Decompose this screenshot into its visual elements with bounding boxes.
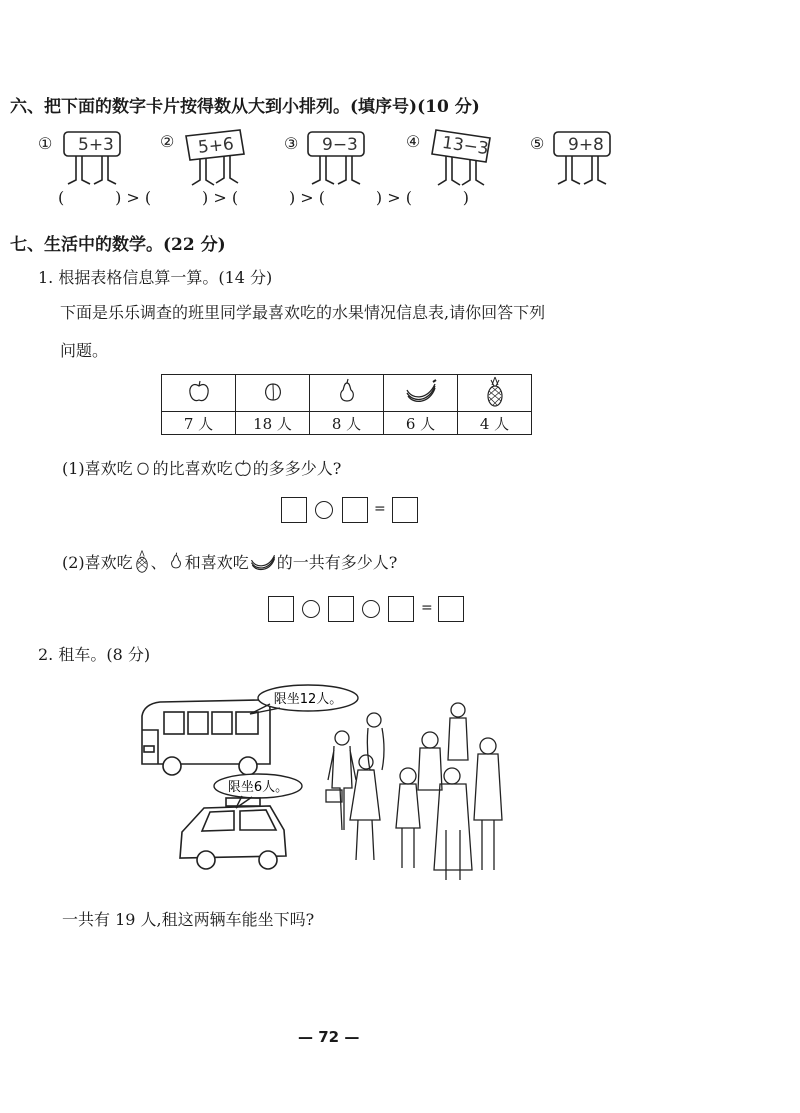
apple-icon (233, 458, 253, 478)
card-expression: 13−3 (440, 132, 490, 160)
answer-box[interactable] (281, 497, 307, 523)
banana-icon (404, 378, 438, 404)
table-cell (236, 375, 310, 412)
crowd-of-people (326, 703, 502, 880)
pear-icon (167, 551, 185, 571)
table-cell (458, 375, 532, 412)
card-expression: 5+3 (78, 135, 114, 155)
sub-question-2-separator: 、 (150, 552, 167, 572)
sub-question-2-part2: 和喜欢吃 (184, 552, 249, 572)
answer-box[interactable] (392, 497, 418, 523)
pineapple-icon (133, 548, 151, 574)
equals-sign: = (374, 501, 386, 517)
peach-icon (260, 378, 286, 404)
question-2-prompt: 一共有 19 人,租这两辆车能坐下吗? (62, 910, 315, 929)
table-cell: 8 人 (310, 412, 384, 435)
pear-icon (334, 378, 360, 404)
car-rental-illustration (130, 680, 510, 900)
table-cell: 4 人 (458, 412, 532, 435)
car-icon (180, 798, 286, 869)
answer-box[interactable] (438, 596, 464, 622)
answer-box[interactable] (342, 497, 368, 523)
pineapple-icon (483, 375, 507, 407)
operator-circle[interactable] (362, 600, 380, 618)
card-index: ② (160, 132, 175, 151)
question-2-title: 2. 租车。(8 分) (38, 645, 151, 664)
sub-question-1 (62, 456, 341, 479)
sub-question-2-part3: 的一共有多少人? (276, 552, 398, 572)
sub-question-2 (62, 548, 397, 574)
table-cell (162, 375, 236, 412)
operator-circle[interactable] (302, 600, 320, 618)
table-cell: 7 人 (162, 412, 236, 435)
card-index: ③ (284, 134, 299, 153)
sub-question-1-part2: 的比喜欢吃 (152, 459, 233, 478)
card-index: ④ (406, 132, 421, 151)
section-6-title: 六、把下面的数字卡片按得数从大到小排列。(填序号)(10 分) (10, 97, 480, 117)
answer-box[interactable] (268, 596, 294, 622)
page-number: — 72 — (298, 1028, 360, 1046)
operator-circle[interactable] (315, 501, 333, 519)
bus-capacity-label: 限坐12人。 (273, 692, 343, 707)
fruit-survey-table (161, 374, 532, 435)
car-capacity-label: 限坐6人。 (227, 780, 289, 795)
question-1-title: 1. 根据表格信息算一算。(14 分) (38, 268, 273, 287)
card-expression: 9+8 (568, 135, 604, 155)
answer-box[interactable] (328, 596, 354, 622)
apple-icon (186, 378, 212, 404)
peach-icon (133, 459, 153, 477)
card-index: ⑤ (530, 134, 545, 153)
sub-question-1-part3: 的多多少人? (252, 459, 342, 478)
sub-question-1-part1: (1)喜欢吃 (62, 459, 133, 478)
card-expression: 9−3 (322, 135, 358, 155)
table-cell: 18 人 (236, 412, 310, 435)
table-cell (310, 375, 384, 412)
card-expression: 5+6 (197, 134, 235, 158)
equals-sign: = (421, 600, 433, 616)
question-1-description: 下面是乐乐调查的班里同学最喜欢吃的水果情况信息表,请你回答下列 (60, 303, 546, 322)
banana-icon (249, 550, 277, 572)
table-cell: 6 人 (384, 412, 458, 435)
question-1-description-end: 问题。 (60, 341, 109, 360)
section-7-title: 七、生活中的数学。(22 分) (10, 235, 226, 255)
table-cell (384, 375, 458, 412)
answer-box[interactable] (388, 596, 414, 622)
bus-icon (142, 700, 270, 775)
sub-question-2-part1: (2)喜欢吃 (62, 552, 133, 572)
answer-blanks[interactable]: ( ) > ( ) > ( ) > ( ) > ( ) (58, 188, 470, 207)
card-index: ① (38, 134, 53, 153)
